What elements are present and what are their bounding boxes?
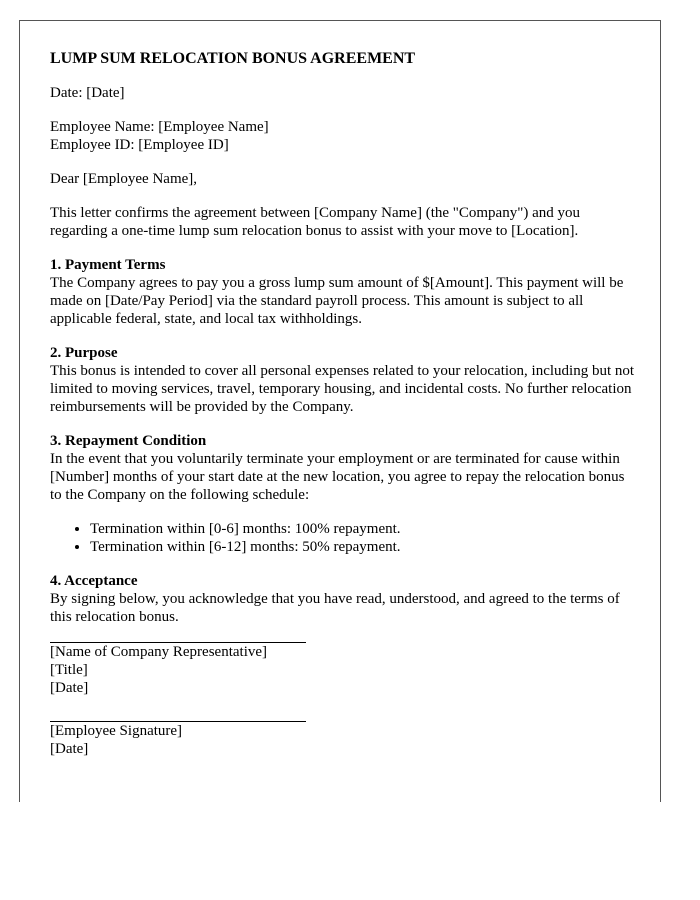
employee-signature-date: [Date] bbox=[50, 741, 89, 757]
list-item: • Termination within [6-12] months: 50% repayment. bbox=[90, 538, 635, 556]
intro-paragraph: This letter confirms the agreement between [Company Name] (the "Company") and you regarding a one-time lump sum relocation bonus to assist with your move to [Location]. bbox=[50, 205, 580, 239]
employee-signature-name: [Employee Signature] bbox=[50, 723, 183, 739]
employee-signature-block bbox=[50, 721, 635, 758]
list-item: • Termination within [0-6] months: 100% repayment. bbox=[90, 520, 635, 538]
date-block bbox=[50, 84, 635, 102]
section-heading: 4. Acceptance bbox=[50, 573, 138, 589]
document-title: LUMP SUM RELOCATION BONUS AGREEMENT bbox=[50, 50, 416, 67]
repayment-schedule-list bbox=[50, 520, 635, 556]
employee-name-line: Employee Name: [Employee Name] bbox=[50, 119, 269, 135]
document-content bbox=[50, 50, 635, 782]
section-purpose bbox=[50, 344, 635, 416]
company-representative-name: [Name of Company Representative] bbox=[50, 644, 268, 660]
employee-id-line: Employee ID: [Employee ID] bbox=[50, 137, 229, 153]
section-repayment-condition bbox=[50, 432, 635, 556]
section-body: By signing below, you acknowledge that you have read, understood, and agreed to the terms of this relocation bonus. bbox=[50, 591, 620, 625]
section-acceptance bbox=[50, 572, 635, 626]
section-body: In the event that you voluntarily terminate your employment or are terminated for cause within [Number] months of your start date at the new location, you agree to repay the relocation bonus to the Company on the following schedule: bbox=[50, 451, 625, 503]
company-representative-title: [Title] bbox=[50, 662, 88, 678]
company-signature-date: [Date] bbox=[50, 680, 89, 696]
document-page bbox=[19, 20, 661, 802]
date-line: Date: [Date] bbox=[50, 85, 125, 101]
intro-block bbox=[50, 204, 635, 240]
section-heading: 3. Repayment Condition bbox=[50, 433, 207, 449]
section-heading: 1. Payment Terms bbox=[50, 257, 166, 273]
company-signature-block bbox=[50, 642, 635, 697]
salutation-block bbox=[50, 170, 635, 188]
section-body: This bonus is intended to cover all personal expenses related to your relocation, including but not limited to moving services, travel, temporary housing, and incidental costs. No further relocation reimbursements will be provided by the Company. bbox=[50, 363, 635, 415]
section-body: The Company agrees to pay you a gross lump sum amount of $[Amount]. This payment will be made on [Date/Pay Period] via the standard payroll process. This amount is subject to all applicable federal, state, and local tax withholdings. bbox=[50, 275, 624, 327]
salutation: Dear [Employee Name], bbox=[50, 171, 198, 187]
employee-info-block bbox=[50, 118, 635, 154]
section-payment-terms bbox=[50, 256, 635, 328]
section-heading: 2. Purpose bbox=[50, 345, 118, 361]
